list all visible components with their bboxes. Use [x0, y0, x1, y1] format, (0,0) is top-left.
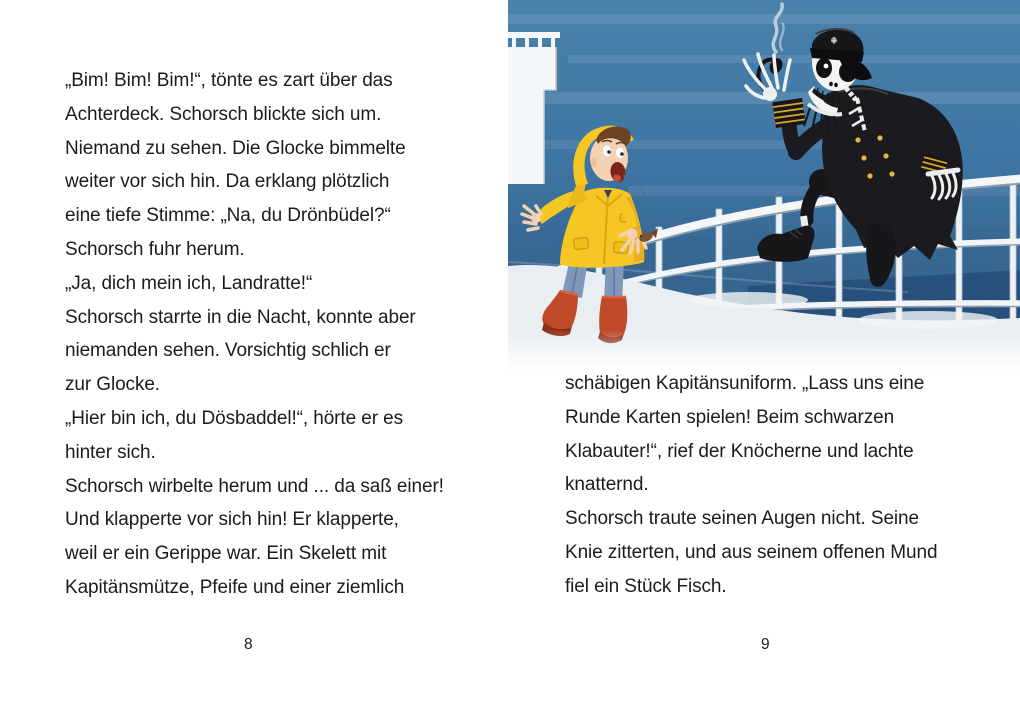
text-line: „Bim! Bim! Bim!“, tönte es zart über das [65, 70, 393, 91]
text-line: hinter sich. [65, 441, 156, 463]
storybook-illustration [508, 0, 1020, 372]
text-line: Und klapperte vor sich hin! Er klapperte, [65, 509, 399, 531]
right-page-text [565, 367, 937, 604]
text-line: Achterdeck. Schorsch blickte sich um. [65, 103, 382, 125]
text-line: „Ja, dich mein ich, Landratte!“ [65, 272, 313, 294]
text-line: Runde Karten spielen! Beim schwarzen [565, 406, 895, 428]
bottom-fade [508, 330, 1020, 372]
text-line: Klabauter!“, rief der Knöcherne und lachte [565, 440, 914, 462]
text-line: fiel ein Stück Fisch. [565, 575, 727, 597]
text-line: niemanden sehen. Vorsichtig schlich er [65, 340, 391, 362]
text-line: Niemand zu sehen. Die Glocke bimmelte [65, 137, 406, 159]
text-line: Schorsch fuhr herum. [65, 238, 245, 260]
left-page-text [65, 64, 444, 605]
text-line: knatternd. [565, 474, 649, 496]
text-line: weiter vor sich hin. Da erklang plötzlich [65, 171, 390, 193]
text-line: eine tiefe Stimme: „Na, du Drönbüdel?“ [65, 205, 391, 227]
text-line: „Hier bin ich, du Dösbaddel!“, hörte er es [65, 407, 403, 429]
text-line: Schorsch traute seinen Augen nicht. Seine [565, 508, 919, 530]
left-page-number: 8 [244, 636, 253, 653]
text-line: Schorsch wirbelte herum und ... da saß einer! [65, 475, 444, 497]
text-line: weil er ein Gerippe war. Ein Skelett mit [65, 543, 387, 565]
text-line: schäbigen Kapitänsuniform. „Lass uns eine [565, 373, 925, 394]
text-line: Schorsch starrte in die Nacht, konnte aber [65, 306, 416, 328]
text-line: Kapitänsmütze, Pfeife und einer ziemlich [65, 576, 405, 598]
text-line: zur Glocke. [65, 374, 160, 396]
text-line: Knie zitterten, und aus seinem offenen Mund [565, 541, 938, 563]
right-page-number: 9 [761, 636, 770, 653]
